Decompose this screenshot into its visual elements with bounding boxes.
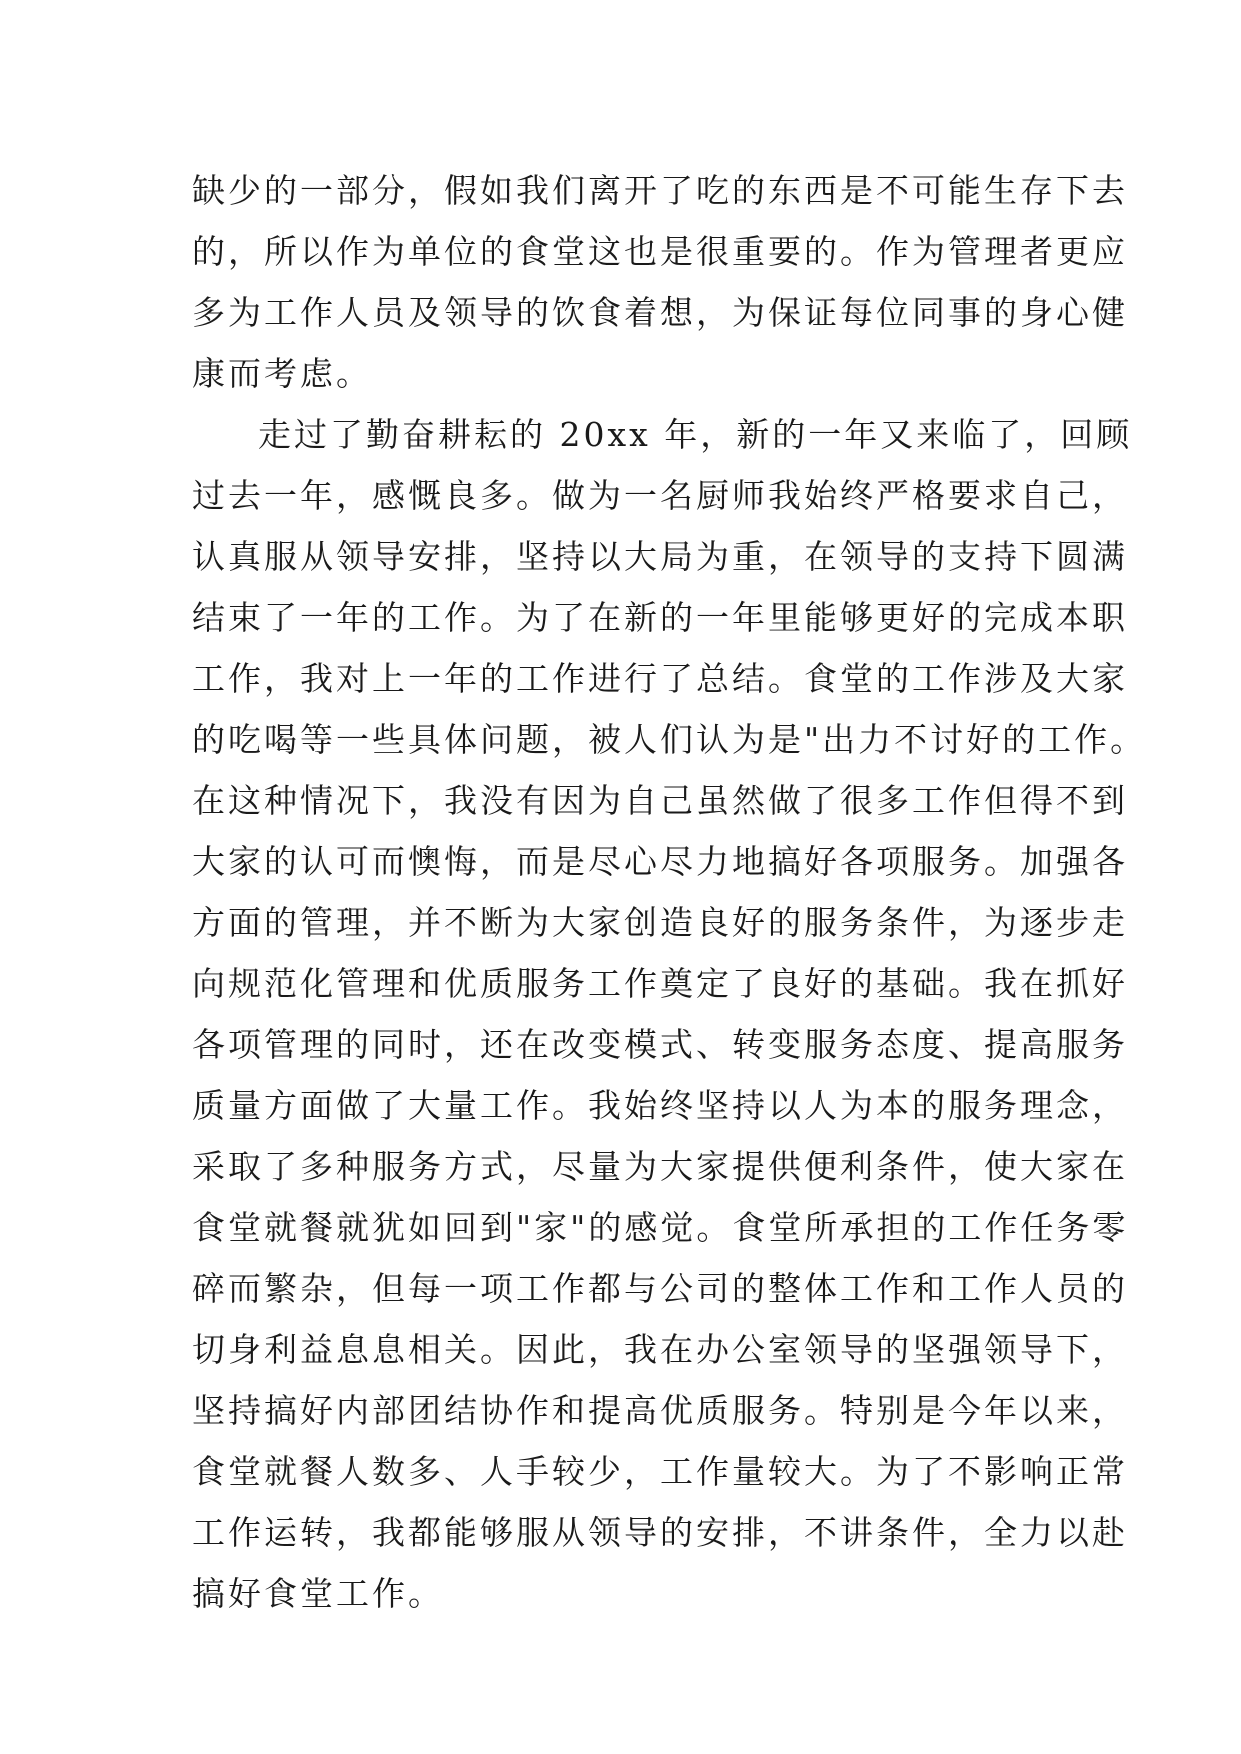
text-line: 多为工作人员及领导的饮食着想，为保证每位同事的身心健 [192, 293, 1128, 332]
text-line: 坚持搞好内部团结协作和提高优质服务。特别是今年以来， [192, 1391, 1128, 1430]
text-line: 走过了勤奋耕耘的 20xx 年，新的一年又来临了，回顾 [258, 415, 1133, 454]
paragraph-year-summary [192, 404, 1147, 1624]
document-body [192, 160, 1147, 1624]
text-line: 的吃喝等一些具体问题，被人们认为是"出力不讨好的工作。 [192, 720, 1147, 759]
text-line: 采取了多种服务方式，尽量为大家提供便利条件，使大家在 [192, 1147, 1128, 1186]
text-line: 切身利益息息相关。因此，我在办公室领导的坚强领导下， [192, 1330, 1128, 1369]
text-line: 缺少的一部分，假如我们离开了吃的东西是不可能生存下去 [192, 171, 1128, 210]
text-line: 食堂就餐就犹如回到"家"的感觉。食堂所承担的工作任务零 [192, 1208, 1129, 1247]
text-line: 结束了一年的工作。为了在新的一年里能够更好的完成本职 [192, 598, 1128, 637]
text-line: 大家的认可而懊悔，而是尽心尽力地搞好各项服务。加强各 [192, 842, 1128, 881]
text-line: 工作运转，我都能够服从领导的安排，不讲条件，全力以赴 [192, 1513, 1128, 1552]
text-line: 在这种情况下，我没有因为自己虽然做了很多工作但得不到 [192, 781, 1128, 820]
text-line: 质量方面做了大量工作。我始终坚持以人为本的服务理念， [192, 1086, 1128, 1125]
text-line: 食堂就餐人数多、人手较少，工作量较大。为了不影响正常 [192, 1452, 1128, 1491]
text-line: 方面的管理，并不断为大家创造良好的服务条件，为逐步走 [192, 903, 1128, 942]
paragraph-continuation [192, 160, 1128, 404]
text-line: 向规范化管理和优质服务工作奠定了良好的基础。我在抓好 [192, 964, 1128, 1003]
text-line: 康而考虑。 [192, 354, 372, 393]
text-line: 搞好食堂工作。 [192, 1574, 444, 1613]
text-line: 认真服从领导安排，坚持以大局为重，在领导的支持下圆满 [192, 537, 1128, 576]
text-line: 工作，我对上一年的工作进行了总结。食堂的工作涉及大家 [192, 659, 1128, 698]
text-line: 各项管理的同时，还在改变模式、转变服务态度、提高服务 [192, 1025, 1128, 1064]
text-line: 过去一年，感慨良多。做为一名厨师我始终严格要求自己， [192, 476, 1128, 515]
text-line: 碎而繁杂，但每一项工作都与公司的整体工作和工作人员的 [192, 1269, 1128, 1308]
text-line: 的，所以作为单位的食堂这也是很重要的。作为管理者更应 [192, 232, 1128, 271]
